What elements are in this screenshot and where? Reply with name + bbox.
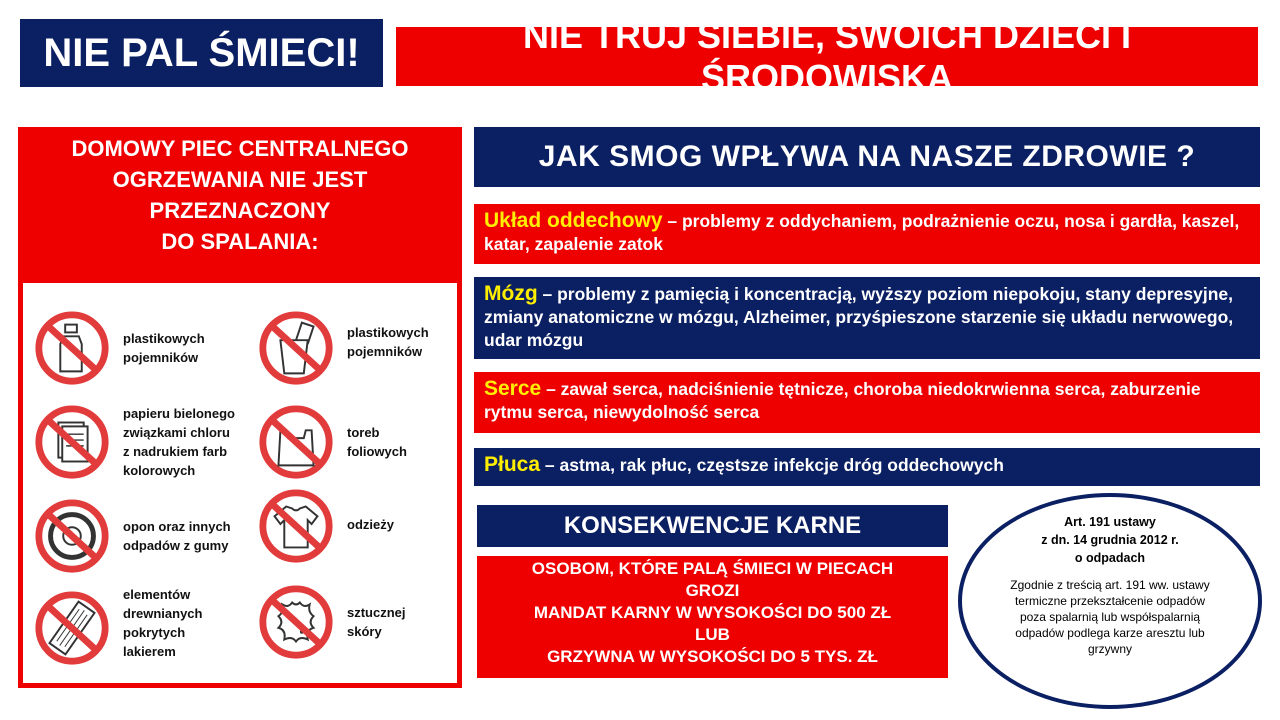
effect-term: Serce [484,377,542,400]
label-line: związkami chloru [123,425,230,440]
furnace-heading-line: OGRZEWANIA NIE JEST [112,167,368,192]
plastic-bag-icon [257,403,335,481]
label-line: toreb [347,425,380,440]
label-line: papieru bielonego [123,406,235,421]
furnace-heading-line: DO SPALANIA: [161,229,319,254]
effect-respiratory [474,204,1260,264]
forbidden-item-label [347,323,429,361]
effect-description: – problemy z pamięcią i koncentracją, wyższy poziom niepokoju, stany depresyjne, zmiany anatomiczne w mózgu, Alzheimer, przyśpieszone starzenie się układu nerwowego, udar mózgu [484,284,1234,350]
penalty-line: MANDAT KARNY W WYSOKOŚCI DO 500 ZŁ [533,603,892,622]
forbidden-item [33,497,231,575]
subtitle-banner: NIE TRUJ SIEBIE, SWOICH DZIECI I ŚRODOWISKA [396,27,1258,86]
tshirt-icon [257,487,335,565]
forbidden-item [33,589,202,667]
effect-description: – astma, rak płuc, częstsze infekcje dróg oddechowych [540,455,1004,475]
plastic-cup-icon [257,309,335,387]
forbidden-item-label [123,517,231,555]
plastic-bottle-icon [33,309,111,387]
penalty-line: OSOBOM, KTÓRE PALĄ ŚMIECI W PIECACH [531,559,894,578]
penalty-line: GRZYWNA W WYSOKOŚCI DO 5 TYS. ZŁ [547,647,878,666]
label-line: skóry [347,624,382,639]
forbidden-item [257,309,429,387]
law-ref-line: Art. 191 ustawy [1064,515,1156,529]
law-text: Zgodnie z treścią art. 191 ww. ustawy termiczne przekształcenie odpadów poza spalarnią lub współspalarnią odpadów podlega karze aresztu lub grzywny [1010,578,1210,656]
effect-lungs [474,448,1260,486]
forbidden-item [257,487,394,565]
forbidden-item-label [123,329,205,367]
label-line: sztucznej [347,605,406,620]
label-line: z nadrukiem farb [123,444,228,459]
label-line: odpadów z gumy [123,538,229,553]
tire-icon [33,497,111,575]
forbidden-items-panel [18,278,462,688]
forbidden-item-label [123,404,235,480]
penalty-line: LUB [695,625,730,644]
law-reference-oval [958,493,1262,709]
law-ref-line: o odpadach [1074,551,1146,565]
effect-heart [474,372,1260,433]
label-line: plastikowych [347,325,429,340]
leather-icon [257,583,335,661]
law-reference [1002,513,1218,567]
paper-icon [33,403,111,481]
forbidden-item [33,403,235,481]
penalty-title: KONSEKWENCJE KARNE [477,505,948,547]
penalty-line: GROZI [685,581,740,600]
forbidden-item [257,403,407,481]
forbidden-item [257,583,406,661]
health-section-title: JAK SMOG WPŁYWA NA NASZE ZDROWIE ? [474,127,1260,187]
forbidden-item-label [347,423,407,461]
label-line: odzieży [347,517,394,532]
effect-term: Układ oddechowy [484,209,663,232]
forbidden-item-label [123,585,202,661]
effect-term: Mózg [484,282,538,305]
furnace-heading-line: DOMOWY PIEC CENTRALNEGO [71,136,409,161]
effect-description: – problemy z oddychaniem, podrażnienie oczu, nosa i gardła, kaszel, katar, zapalenie zatok [484,211,1240,254]
effect-brain [474,277,1260,359]
label-line: lakierem [123,644,176,659]
effect-term: Płuca [484,453,541,476]
forbidden-item-label [347,603,406,641]
label-line: plastikowych [123,331,205,346]
forbidden-item [33,309,205,387]
effect-description: – zawał serca, nadciśnienie tętnicze, choroba niedokrwienna serca, zaburzenie rytmu serca, niewydolność serca [484,379,1201,422]
furnace-heading-line: PRZEZNACZONY [149,198,331,223]
wood-plank-icon [33,589,111,667]
penalty-body [477,556,948,678]
furnace-heading [18,127,462,280]
label-line: pokrytych [123,625,186,640]
law-ref-line: z dn. 14 grudnia 2012 r. [1041,533,1179,547]
label-line: pojemników [347,344,423,359]
label-line: foliowych [347,444,407,459]
label-line: drewnianych [123,606,203,621]
label-line: kolorowych [123,463,196,478]
label-line: opon oraz innych [123,519,231,534]
label-line: elementów [123,587,191,602]
forbidden-item-label [347,515,394,534]
main-title: NIE PAL ŚMIECI! [20,19,383,87]
label-line: pojemników [123,350,199,365]
